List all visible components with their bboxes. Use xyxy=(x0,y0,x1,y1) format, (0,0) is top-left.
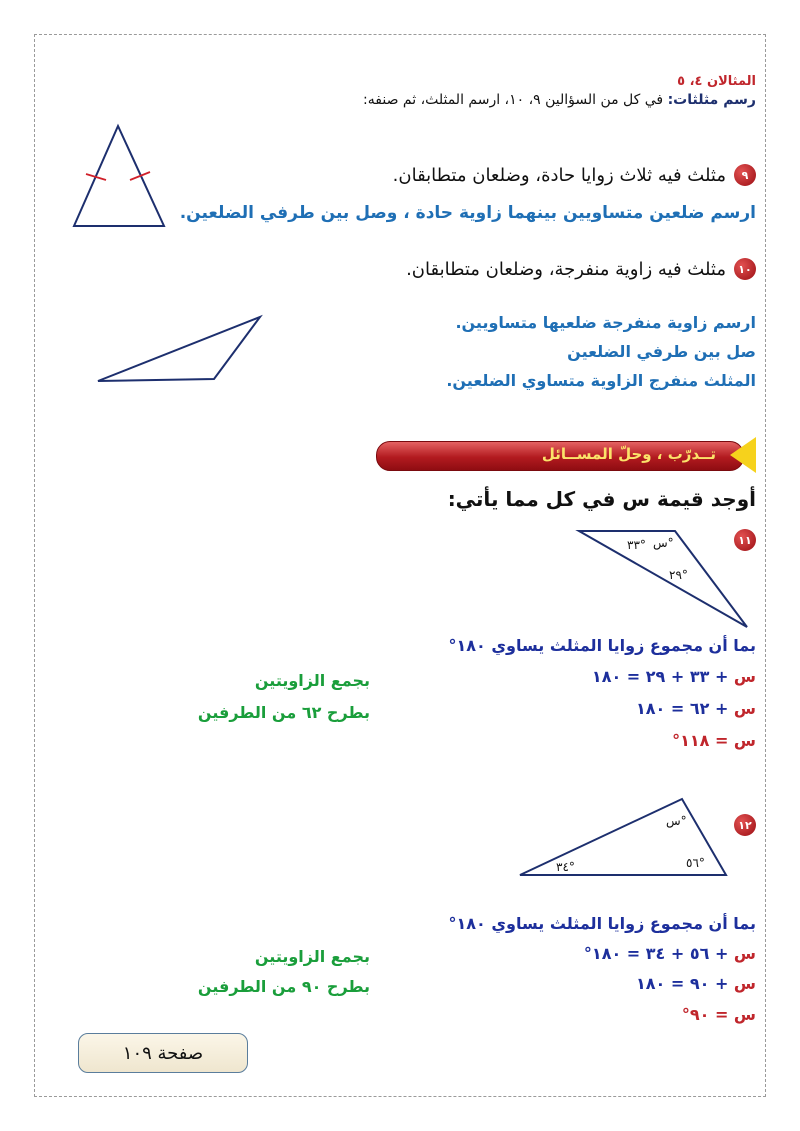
q10-answer-line: ارسم زاوية منفرجة ضلعيها متساويين. xyxy=(455,313,756,332)
q12-triangle-figure xyxy=(516,795,732,879)
q11-triangle-figure xyxy=(575,527,755,631)
variable-x: س xyxy=(733,1005,756,1024)
practice-section-banner xyxy=(376,437,756,475)
example-heading: المثالان ٤، ٥ xyxy=(677,74,756,89)
q10-question xyxy=(406,258,756,280)
q11-equation xyxy=(592,667,756,686)
q11-step-note: بطرح ٦٢ من الطرفين xyxy=(197,703,370,722)
q12-step-note: بجمع الزاويتين xyxy=(254,947,370,966)
q11-angle-label: س° xyxy=(653,536,674,550)
q12-step-note: بطرح ٩٠ من الطرفين xyxy=(197,977,370,996)
q11-equation xyxy=(636,699,756,718)
q12-equation xyxy=(636,974,756,993)
q11-step-note: بجمع الزاويتين xyxy=(254,671,370,690)
q12-equation xyxy=(584,944,756,963)
equation-rest: + ٥٦ + ٣٤ = ١٨٠° xyxy=(583,944,734,963)
task-text: في كل من السؤالين ٩، ١٠، ارسم المثلث، ثم صنفه: xyxy=(363,92,668,108)
q9-isosceles-triangle-figure xyxy=(70,122,170,232)
q12-intro: بما أن مجموع زوايا المثلث يساوي ١٨٠° xyxy=(448,914,756,933)
q11-angle-label: ٢٩° xyxy=(669,568,688,582)
result-value: = ٩٠° xyxy=(681,1005,734,1024)
q11-angle-label: ٣٣° xyxy=(627,538,646,552)
q10-number-badge: ١٠ xyxy=(734,258,756,280)
q9-question xyxy=(393,164,756,186)
equation-rest: + ٣٣ + ٢٩ = ١٨٠ xyxy=(591,667,734,686)
q9-answer: ارسم ضلعين متساويين بينهما زاوية حادة ، وصل بين طرفي الضلعين. xyxy=(179,203,756,223)
q10-answer-line: صل بين طرفي الضلعين xyxy=(567,342,756,361)
q10-text: مثلث فيه زاوية منفرجة، وضلعان متطابقان. xyxy=(406,258,726,280)
variable-x: س xyxy=(733,667,756,686)
variable-x: س xyxy=(733,699,756,718)
q10-obtuse-triangle-figure xyxy=(94,313,264,385)
q12-number-badge: ١٢ xyxy=(734,814,756,836)
q12-angle-label: س° xyxy=(666,814,687,828)
result-value: = ١١٨° xyxy=(672,731,734,750)
banner-arrow-icon xyxy=(730,437,756,473)
banner-title: تــدرّب ، وحلّ المســائل xyxy=(541,445,716,463)
q11-number-badge: ١١ xyxy=(734,529,756,551)
q10-answer-line: المثلث منفرج الزاوية متساوي الضلعين. xyxy=(446,371,756,390)
find-x-instruction: أوجد قيمة س في كل مما يأتي: xyxy=(447,487,756,511)
variable-x: س xyxy=(733,974,756,993)
variable-x: س xyxy=(733,731,756,750)
task-instruction xyxy=(363,92,756,108)
equation-rest: + ٩٠ = ١٨٠ xyxy=(636,974,734,993)
variable-x: س xyxy=(733,944,756,963)
q12-result xyxy=(682,1005,756,1024)
q9-number-badge: ٩ xyxy=(734,164,756,186)
q9-text: مثلث فيه ثلاث زوايا حادة، وضلعان متطابقان. xyxy=(392,164,726,186)
page-number-label: صفحة ١٠٩ xyxy=(78,1033,248,1073)
q11-result xyxy=(672,731,756,750)
q12-angle-label: ٥٦° xyxy=(686,856,705,870)
q12-angle-label: ٣٤° xyxy=(556,860,575,874)
task-lead: رسم مثلثات: xyxy=(667,92,756,108)
q11-intro: بما أن مجموع زوايا المثلث يساوي ١٨٠° xyxy=(448,636,756,655)
equation-rest: + ٦٢ = ١٨٠ xyxy=(636,699,734,718)
